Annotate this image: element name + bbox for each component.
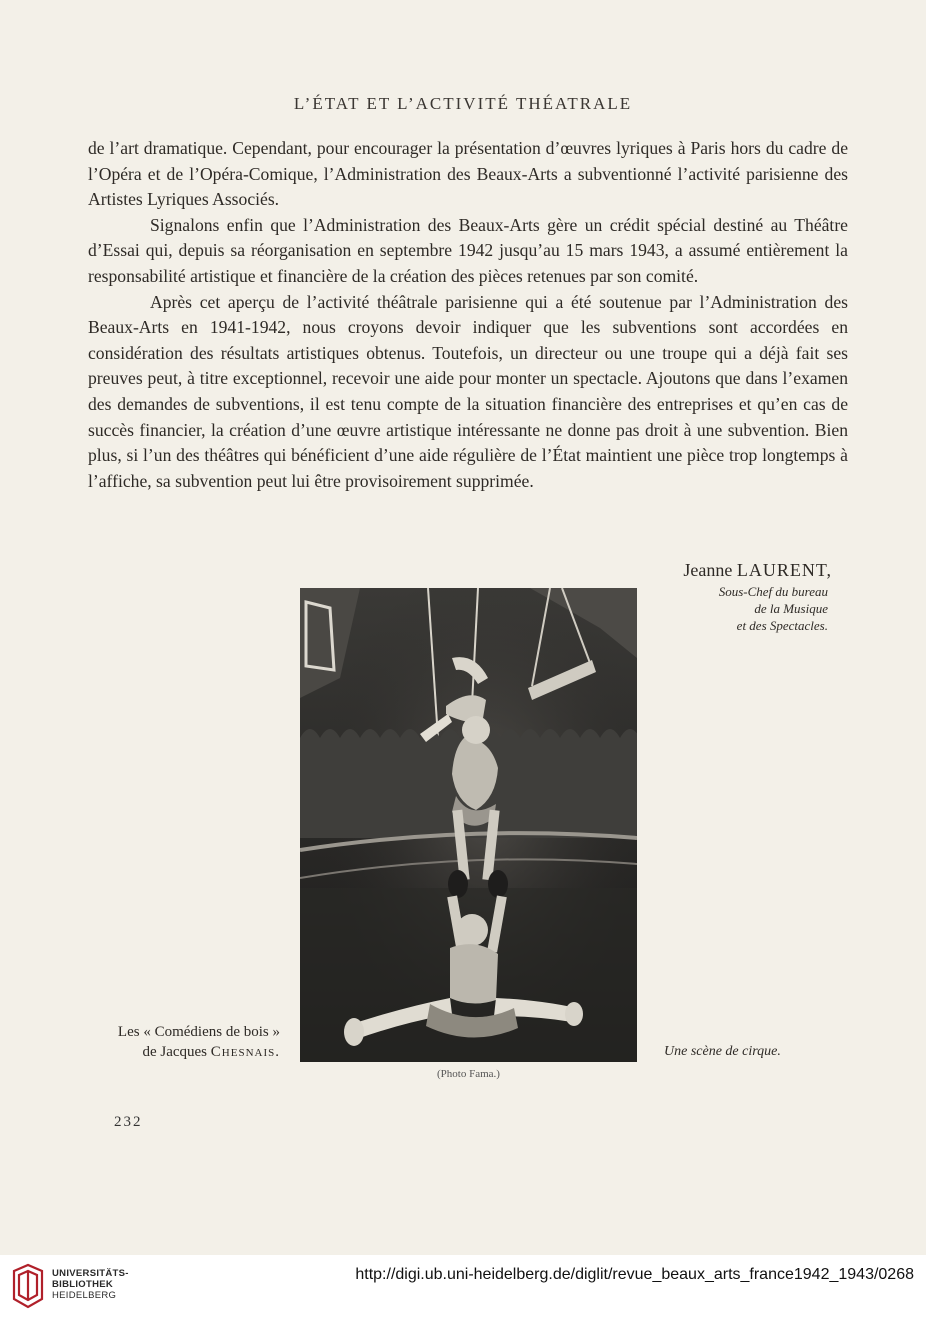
running-head: L’ÉTAT ET L’ACTIVITÉ THÉATRALE (293, 94, 633, 113)
author-title-line: de la Musique (754, 601, 828, 616)
caption-right: Une scène de cirque. (664, 1044, 781, 1059)
author-title-line: Sous-Chef du bureau (718, 584, 828, 599)
circus-photograph (300, 588, 637, 1062)
photo-credit: (Photo Fama.) (437, 1068, 500, 1080)
library-name-line: HEIDELBERG (52, 1290, 117, 1301)
circus-scene-illustration (300, 588, 637, 1062)
author-first-name: Jeanne (683, 560, 733, 580)
author-name (600, 560, 832, 581)
footer-bar (0, 1255, 926, 1320)
paragraph-3: Après cet aperçu de l’activité théâtrale parisienne qui a été soutenue par l’Administration des Beaux-Arts en 1941-1942, nous croyons devoir indiquer que les subventions sont accordées en considération des résultats artistiques obtenus. Toutefois, un directeur ou une troupe qui a déjà fait ses preuves peut, à titre exceptionnel, recevoir une aide pour monter un spectacle. Ajoutons que dans l’examen des demandes de subventions, il est tenu compte de la situation financière des entreprises et qu’en cas de succès financier, la création d’une œuvre artistique intéressante ne donne pas droit à une subvention. Bien plus, si l’un des théâtres qui bénéficient d’une aide régulière de l’État maintient une pièce trop longtemps à l’affiche, sa subvention peut lui être provisoirement supprimée. (88, 291, 848, 491)
caption-author-prefix: de Jacques (142, 1044, 208, 1060)
author-title-line: et des Spectacles. (736, 618, 828, 633)
paragraph-1: de l’art dramatique. Cependant, pour encourager la présentation d’œuvres lyriques à Paris hors du cadre de l’Opéra et de l’Opéra-Comique, l’Administration des Beaux-Arts a subventionné l’activité parisienne des Artistes Lyriques Associés. (88, 138, 848, 210)
library-name-line: BIBLIOTHEK (52, 1279, 114, 1290)
library-name-line: UNIVERSITÄTS- (52, 1268, 129, 1279)
caption-author-name: Chesnais. (210, 1044, 280, 1060)
paragraph-2: Signalons enfin que l’Administration des Beaux-Arts gère un crédit spécial destiné au Théâtre d’Essai qui, depuis sa réorganisation en septembre 1942 jusqu’au 15 mars 1943, a assumé entièrement la responsabilité artistique et financière de la création des pièces retenues par son comité. (88, 214, 848, 286)
body-text (88, 136, 848, 494)
library-name (52, 1268, 129, 1301)
author-last-name: LAURENT, (736, 560, 832, 580)
caption-left (80, 1022, 280, 1062)
source-url-link[interactable]: http://digi.ub.uni-heidelberg.de/diglit/revue_beaux_arts_france1942_1943/0268 (355, 1266, 914, 1283)
caption-left-line (80, 1042, 280, 1062)
caption-left-line: Les « Comédiens de bois » (117, 1024, 280, 1040)
page-number: 232 (114, 1114, 143, 1130)
book-seal-icon (10, 1263, 46, 1309)
